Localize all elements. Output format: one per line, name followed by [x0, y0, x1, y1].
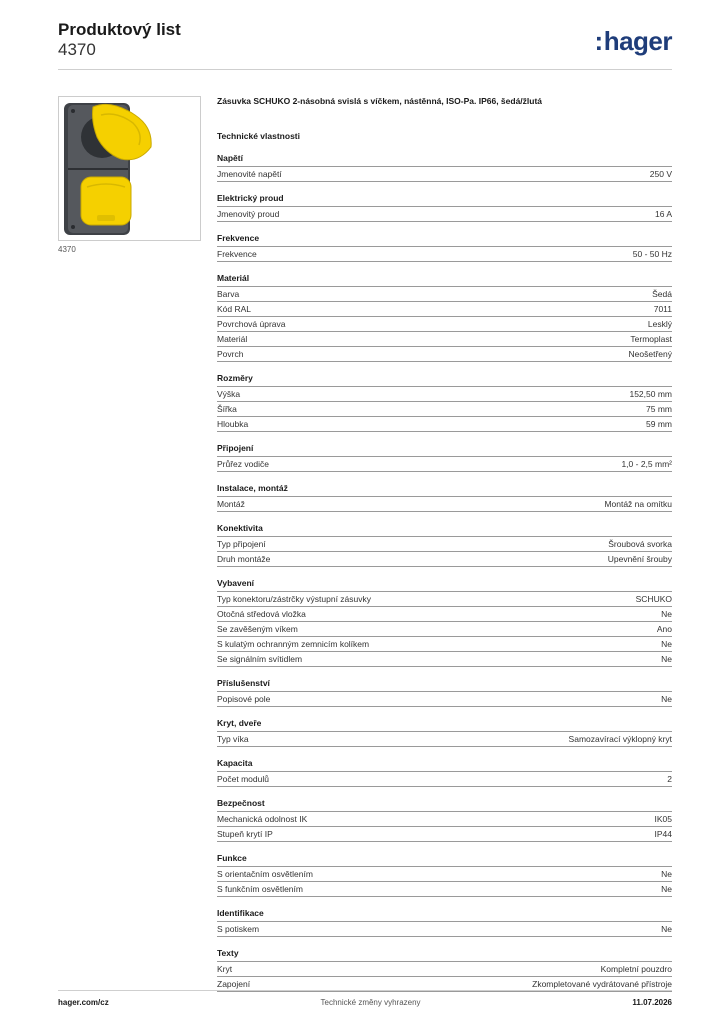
property-row	[217, 637, 672, 652]
hager-logo	[595, 26, 672, 57]
property-row	[217, 537, 672, 552]
property-value: Ne	[661, 609, 672, 619]
property-label: Počet modulů	[217, 774, 269, 784]
property-value: Neošetřený	[628, 349, 672, 359]
property-row	[217, 167, 672, 182]
screw-icon	[71, 109, 75, 113]
product-number: 4370	[58, 40, 96, 59]
property-row	[217, 457, 672, 472]
property-group	[217, 948, 672, 992]
page-header	[58, 20, 672, 70]
property-group	[217, 578, 672, 667]
property-value: 152,50 mm	[629, 389, 672, 399]
property-row	[217, 772, 672, 787]
property-value: Šedá	[652, 289, 672, 299]
property-row	[217, 652, 672, 667]
property-group	[217, 853, 672, 897]
property-row	[217, 247, 672, 262]
property-group	[217, 193, 672, 222]
property-value: Ne	[661, 694, 672, 704]
group-title: Kapacita	[217, 758, 672, 772]
property-label: Stupeň krytí IP	[217, 829, 273, 839]
property-label: S orientačním osvětlením	[217, 869, 313, 879]
group-title: Instalace, montáž	[217, 483, 672, 497]
group-title: Texty	[217, 948, 672, 962]
property-label: Povrchová úprava	[217, 319, 286, 329]
property-label: Kryt	[217, 964, 233, 974]
property-group	[217, 273, 672, 362]
property-value: Zkompletované vydrátované přístroje	[532, 979, 672, 989]
property-value: SCHUKO	[635, 594, 672, 604]
group-title: Frekvence	[217, 233, 672, 247]
property-value: IP44	[654, 829, 672, 839]
property-value: Ne	[661, 924, 672, 934]
property-row	[217, 417, 672, 432]
property-value: 2	[667, 774, 672, 784]
property-label: S kulatým ochranným zemnicím kolíkem	[217, 639, 370, 649]
property-row	[217, 317, 672, 332]
property-value: 16 A	[654, 209, 672, 219]
property-group	[217, 678, 672, 707]
property-row	[217, 347, 672, 362]
screw-icon	[71, 225, 75, 229]
property-value: 250 V	[649, 169, 672, 179]
group-title: Příslušenství	[217, 678, 672, 692]
property-label: Se signálním svítidlem	[217, 654, 303, 664]
property-group	[217, 908, 672, 937]
property-label: Jmenovitý proud	[217, 209, 280, 219]
group-title: Připojení	[217, 443, 672, 457]
group-title: Kryt, dveře	[217, 718, 672, 732]
property-value: Ano	[656, 624, 672, 634]
property-row	[217, 922, 672, 937]
property-label: Druh montáže	[217, 554, 271, 564]
property-value: 7011	[653, 304, 672, 314]
property-row	[217, 622, 672, 637]
property-row	[217, 552, 672, 567]
property-value: Ne	[661, 884, 672, 894]
footer-website: hager.com/cz	[58, 998, 109, 1007]
property-value: 75 mm	[646, 404, 672, 414]
property-label: Povrch	[217, 349, 244, 359]
property-value: IK05	[654, 814, 672, 824]
property-row	[217, 607, 672, 622]
group-title: Rozměry	[217, 373, 672, 387]
image-caption: 4370	[58, 245, 76, 254]
property-value: Lesklý	[647, 319, 672, 329]
property-group	[217, 483, 672, 512]
property-label: Materiál	[217, 334, 248, 344]
property-value: Šroubová svorka	[608, 539, 672, 549]
property-group	[217, 153, 672, 182]
property-label: Šířka	[217, 404, 237, 414]
group-title: Funkce	[217, 853, 672, 867]
property-label: Otočná středová vložka	[217, 609, 306, 619]
property-row	[217, 332, 672, 347]
property-label: Výška	[217, 389, 241, 399]
property-group	[217, 758, 672, 787]
property-group	[217, 233, 672, 262]
property-row	[217, 732, 672, 747]
property-label: Zapojení	[217, 979, 251, 989]
property-label: Typ připojení	[217, 539, 266, 549]
page-footer	[58, 990, 672, 1007]
property-row	[217, 497, 672, 512]
property-value: 50 - 50 Hz	[632, 249, 672, 259]
group-title: Konektivita	[217, 523, 672, 537]
property-value: Montáž na omítku	[604, 499, 672, 509]
logo-colon: :	[594, 26, 603, 56]
property-label: Typ víka	[217, 734, 249, 744]
product-description: Zásuvka SCHUKO 2-násobná svislá s víčkem, nástěnná, ISO-Pa. IP66, šedá/žlutá	[217, 96, 543, 106]
property-value: 59 mm	[646, 419, 672, 429]
page-title: Produktový list	[58, 20, 181, 39]
property-row	[217, 402, 672, 417]
property-value: Samozavírací výklopný kryt	[568, 734, 672, 744]
footer-date: 11.07.2026	[632, 998, 672, 1007]
property-label: Jmenovité napětí	[217, 169, 282, 179]
property-value: Ne	[661, 639, 672, 649]
group-title: Identifikace	[217, 908, 672, 922]
property-label: Popisové pole	[217, 694, 271, 704]
property-group	[217, 523, 672, 567]
property-label: Hloubka	[217, 419, 249, 429]
property-row	[217, 867, 672, 882]
property-row	[217, 207, 672, 222]
property-label: S potiskem	[217, 924, 260, 934]
technical-properties-heading: Technické vlastnosti	[217, 131, 300, 141]
product-image	[58, 96, 201, 241]
property-group	[217, 798, 672, 842]
property-value: Upevnění šrouby	[607, 554, 672, 564]
property-groups	[217, 153, 672, 992]
property-value: Ne	[661, 654, 672, 664]
property-row	[217, 692, 672, 707]
property-group	[217, 718, 672, 747]
property-label: S funkčním osvětlením	[217, 884, 303, 894]
property-value: Termoplast	[630, 334, 672, 344]
property-label: Barva	[217, 289, 240, 299]
group-title: Bezpečnost	[217, 798, 672, 812]
property-row	[217, 827, 672, 842]
property-label: Průřez vodiče	[217, 459, 269, 469]
property-row	[217, 302, 672, 317]
group-title: Napětí	[217, 153, 672, 167]
property-label: Kód RAL	[217, 304, 252, 314]
group-title: Materiál	[217, 273, 672, 287]
property-value: Ne	[661, 869, 672, 879]
property-row	[217, 287, 672, 302]
property-label: Se zavěšeným víkem	[217, 624, 298, 634]
property-label: Typ konektoru/zástrčky výstupní zásuvky	[217, 594, 372, 604]
property-label: Montáž	[217, 499, 245, 509]
product-details	[217, 95, 672, 992]
property-value: 1,0 - 2,5 mm²	[621, 459, 672, 469]
property-label: Mechanická odolnost IK	[217, 814, 308, 824]
group-title: Vybavení	[217, 578, 672, 592]
property-label: Frekvence	[217, 249, 257, 259]
socket-illustration	[59, 97, 200, 240]
property-row	[217, 592, 672, 607]
property-row	[217, 882, 672, 897]
group-title: Elektrický proud	[217, 193, 672, 207]
footer-note: Technické změny vyhrazeny	[320, 998, 421, 1007]
bottom-lid-tab	[97, 215, 115, 221]
property-row	[217, 387, 672, 402]
property-row	[217, 962, 672, 977]
logo-text: hager	[603, 26, 672, 56]
property-value: Kompletní pouzdro	[600, 964, 672, 974]
property-row	[217, 812, 672, 827]
property-group	[217, 443, 672, 472]
property-group	[217, 373, 672, 432]
